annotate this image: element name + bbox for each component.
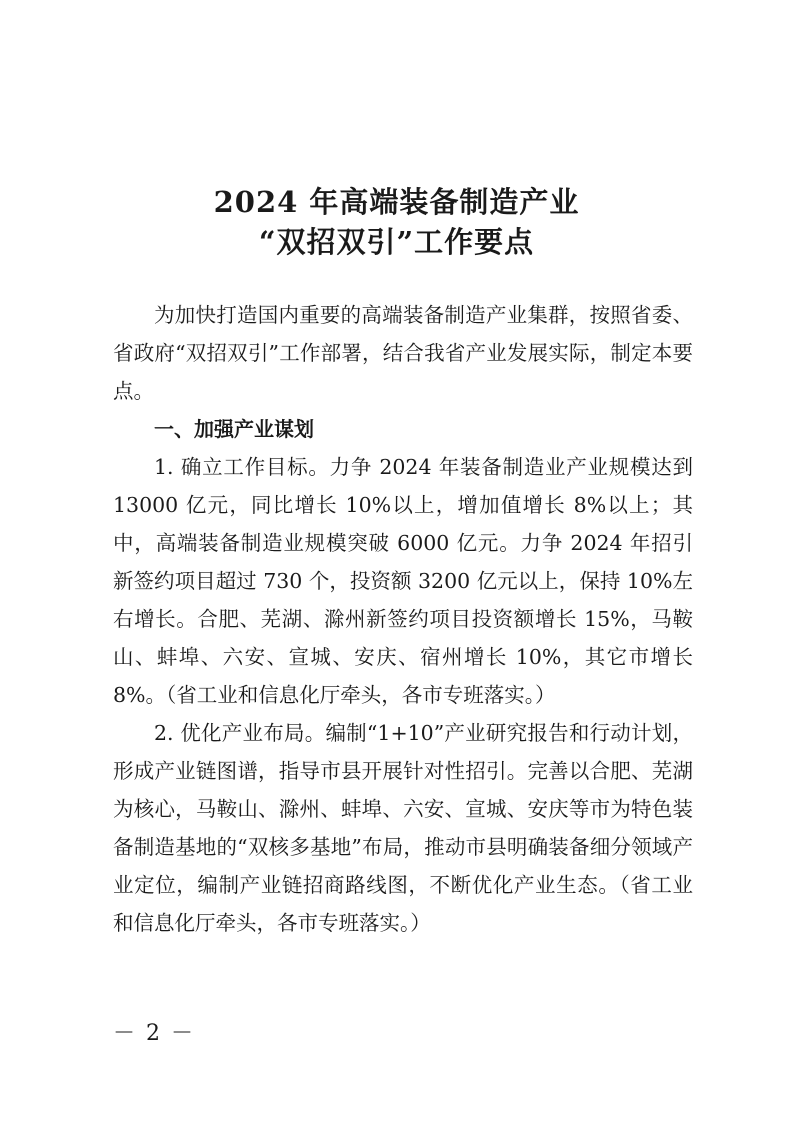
intro-paragraph: 为加快打造国内重要的高端装备制造产业集群，按照省委、省政府“双招双引”工作部署，结合我省产业发展实际，制定本要点。 xyxy=(113,303,693,403)
section-heading-1: 一、加强产业谋划 xyxy=(154,417,314,441)
item-paragraph-1: 1. 确立工作目标。力争 2024 年装备制造业产业规模达到 13000 亿元，同比增长 10%以上，增加值增长 8%以上；其中，高端装备制造业规模突破 6000 亿元。力争 2024 年招引新签约项目超过 730 个，投资额 3200 亿元以上，保持 10%左右增长。合肥、芜湖、滁州新签约项目投资额增长 15%，马鞍山、蚌埠、六安、宣城、安庆、宿州增长 10%，其它市增长 8%。（省工业和信息化厅牵头，各市专班落实。） xyxy=(113,455,693,707)
page-number: － 2 － xyxy=(113,1021,195,1046)
item-paragraph-2: 2. 优化产业布局。编制“1+10”产业研究报告和行动计划，形成产业链图谱，指导市县开展针对性招引。完善以合肥、芜湖为核心，马鞍山、滁州、蚌埠、六安、宣城、安庆等市为特色装备制造基地的“双核多基地”布局，推动市县明确装备细分领域产业定位，编制产业链招商路线图，不断优化产业生态。（省工业和信息化厅牵头，各市专班落实。） xyxy=(113,721,693,935)
document-title-line-2: “双招双引”工作要点 xyxy=(258,225,535,259)
document-body xyxy=(113,296,693,942)
document-title-line-1: 2024 年高端装备制造产业 xyxy=(213,185,580,219)
